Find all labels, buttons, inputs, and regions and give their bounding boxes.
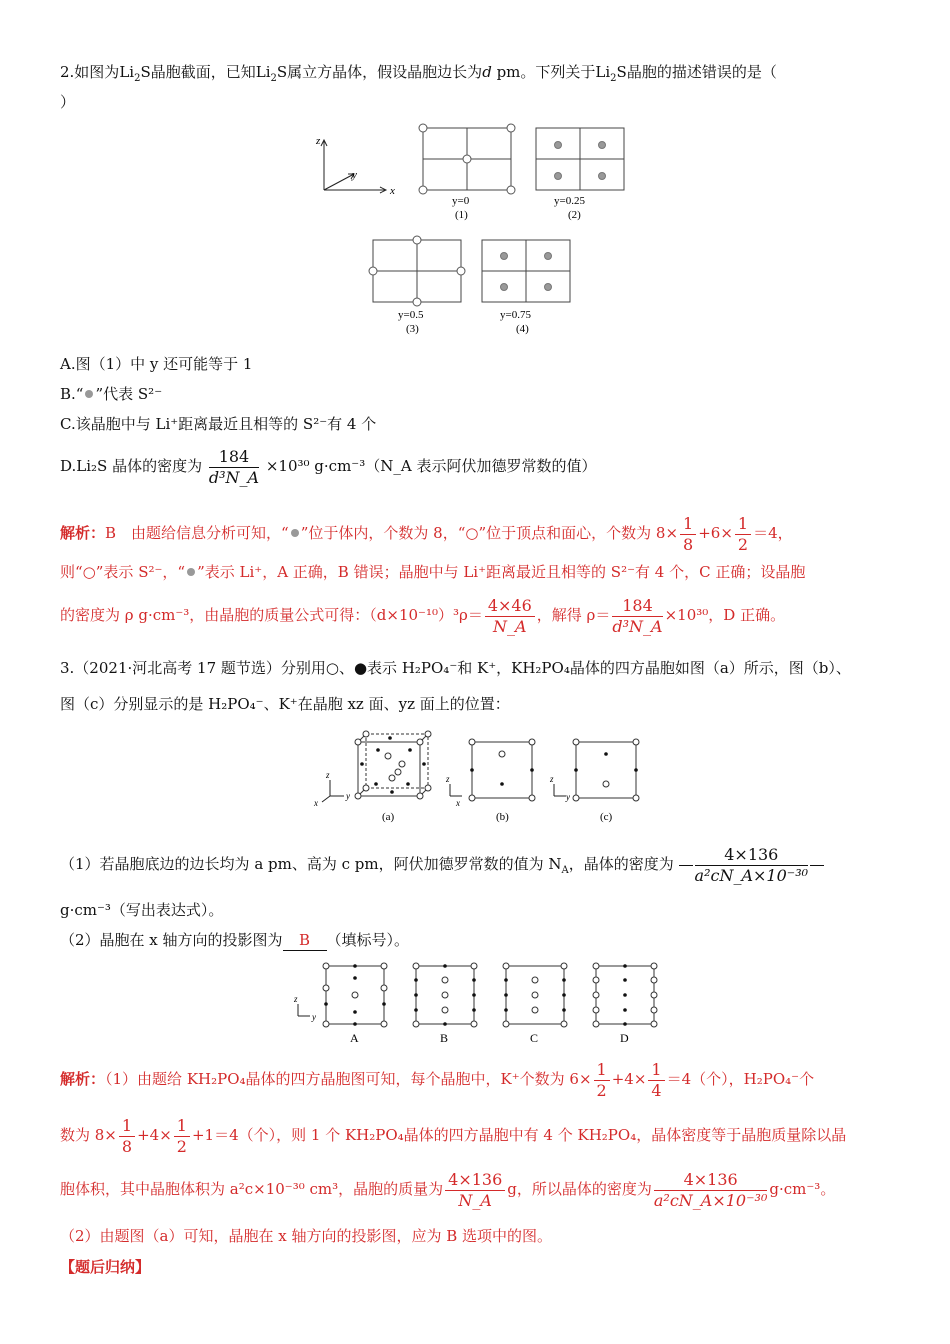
q2-option-d: D.Li₂S 晶体的密度为 $\frac{184}{\text{d³N\_A}}$ ×10³⁰ g·cm⁻³（N_A 表示阿伏加德罗常数的值） <box>60 446 597 487</box>
svg-text:(3): (3) <box>406 323 419 335</box>
svg-text:(b): (b) <box>496 811 509 823</box>
svg-text:B: B <box>440 1031 449 1045</box>
q3-part1-unit: g·cm⁻³（写出表达式）。 <box>60 901 224 919</box>
choice-b <box>413 963 477 1027</box>
answer-blank: B <box>283 930 327 951</box>
q2-figure <box>310 118 650 348</box>
svg-text:z: z <box>316 135 321 147</box>
q2-analysis-line1: 解析：B 由题给信息分析可知，“ ”位于体内，个数为 8，“○”位于顶点和面心，个数为 8× $\frac{1}{8}$ +6× $\frac{1}{2}$ ＝4， <box>60 513 793 554</box>
q2-option-c: C.该晶胞中与 Li⁺距离最近且相等的 S²⁻有 4 个 <box>60 415 377 433</box>
axis-icon <box>321 140 386 193</box>
svg-text:x: x <box>314 798 318 808</box>
q3-part1: （1）若晶胞底边的边长均为 a pm、高为 c pm，阿伏加德罗常数的值为 $N_A$，晶体的密度为 $\frac{4\times 136}{\text{a²cN\_A×10⁻³⁰}}$ <box>60 842 824 893</box>
q3-stem-line2: 图（c）分别显示的是 H₂PO₄⁻、K⁺在晶胞 xz 面、yz 面上的位置： <box>60 695 510 713</box>
gray-dot-icon <box>289 527 301 539</box>
svg-text:x: x <box>390 185 395 197</box>
svg-text:A: A <box>350 1031 359 1045</box>
q3-stem-line1: 3.（2021·河北高考 17 题节选）分别用○、●表示 H₂PO₄⁻和 K⁺，KH₂PO₄晶体的四方晶胞如图（a）所示，图（b）、 <box>60 659 851 677</box>
svg-text:y=0.5: y=0.5 <box>398 309 424 321</box>
q2-analysis-line2: 则“○”表示 S²⁻，“ ”表示 Li⁺，A 正确，B 错误；晶胞中与 Li⁺距离最近且相等的 S²⁻有 4 个，C 正确；设晶胞 <box>60 563 806 581</box>
q2-option-b: B.“ ”代表 S²⁻ <box>60 385 163 403</box>
q3-figure <box>310 728 650 828</box>
choice-d <box>593 963 657 1027</box>
svg-text:y=0: y=0 <box>452 195 470 207</box>
q3-analysis-line3: 胞体积，其中晶胞体积为 a²c×10⁻³⁰ cm³，晶胞的质量为 $\frac{4\times 136}{N\_A}$ g，所以晶体的密度为 $\frac{4\times 136}{\text{a²cN\_A×10⁻³⁰}}$ g·cm⁻³。 <box>60 1169 836 1210</box>
svg-text:y=0.25: y=0.25 <box>554 195 585 207</box>
q3-analysis-line4: （2）由题图（a）可知，晶胞在 x 轴方向的投影图，应为 B 选项中的图。 <box>60 1227 553 1245</box>
q2-analysis-line3: 的密度为 ρ g·cm⁻³，由晶胞的质量公式可得：（d×10⁻¹⁰）³ρ＝ $\frac{4\times 46}{N\_A}$ ，解得 ρ＝ $\frac{184}{\text{d³N\_A}}$ ×10³⁰，D 正确。 <box>60 595 786 636</box>
svg-text:(2): (2) <box>568 209 581 221</box>
gray-dot-icon <box>185 566 197 578</box>
svg-text:y: y <box>346 791 350 801</box>
svg-text:(a): (a) <box>382 811 395 823</box>
svg-text:(4): (4) <box>516 323 529 335</box>
svg-text:z: z <box>550 774 554 784</box>
svg-text:C: C <box>530 1031 539 1045</box>
q3-choices <box>290 958 670 1046</box>
svg-text:z: z <box>446 774 450 784</box>
svg-text:(c): (c) <box>600 811 613 823</box>
choice-c <box>503 963 567 1027</box>
q3-analysis-line2: 数为 8× $\frac{1}{8}$ +4× $\frac{1}{2}$ +1＝4（个），则 1 个 KH₂PO₄晶体的四方晶胞中有 4 个 KH₂PO₄，晶体密度等于晶胞质量除以晶 <box>60 1115 847 1156</box>
q2-stem: 2.如图为$Li_2S$晶胞截面，已知$Li_2S$属立方晶体，假设晶胞边长为d pm。下列关于$Li_2S$晶胞的描述错误的是（ <box>60 63 777 84</box>
svg-text:x: x <box>456 798 460 808</box>
svg-text:y=0.75: y=0.75 <box>500 309 531 321</box>
gray-dot-icon <box>83 388 95 400</box>
svg-text:(1): (1) <box>455 209 468 221</box>
svg-text:y: y <box>312 1012 316 1022</box>
q3-analysis-line1: 解析：（1）由题给 KH₂PO₄晶体的四方晶胞图可知，每个晶胞中，K⁺个数为 6× $\frac{1}{2}$ +4× $\frac{1}{4}$ ＝4（个），H₂PO₄⁻个 <box>60 1059 815 1100</box>
choice-a <box>323 963 387 1027</box>
svg-text:z: z <box>326 770 330 780</box>
summary-heading: 【题后归纳】 <box>60 1258 151 1276</box>
q3-part2: （2）晶胞在 x 轴方向的投影图为 B （填标号）。 <box>60 931 410 949</box>
svg-text:z: z <box>294 994 298 1004</box>
q2-stem-close: ） <box>60 93 76 111</box>
svg-text:D: D <box>620 1031 629 1045</box>
svg-text:y: y <box>566 792 570 802</box>
svg-text:y: y <box>352 169 357 181</box>
q2-option-a: A.图（1）中 y 还可能等于 1 <box>60 355 253 373</box>
